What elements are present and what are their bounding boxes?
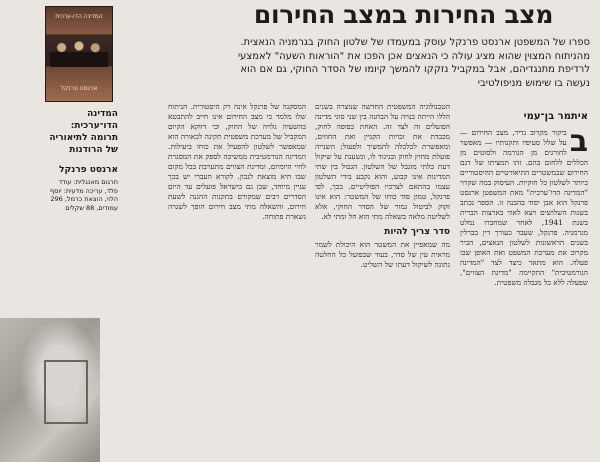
- cover-title: המדינה הדו-ערכית: [55, 13, 103, 20]
- cover-author: ארנסט פרנקל: [60, 85, 98, 92]
- column-2-tail-text: מה שמאפיין את המשטר הוא היכולת לשמר מראית עין של סדר, בעוד שבפועל כל החלטה נתונה לשיקול דעתו של השליט.: [315, 240, 450, 269]
- author-byline: איתמר בן־עמי: [523, 111, 588, 122]
- book-cover-image: [45, 6, 113, 102]
- column-2-text: הטכנולוגיה המשפטית החדשה שנוצרה בשנים הללו הייתה בנויה על הבחנה בין שני סוגי מדינה הפועלים זה לצד זה. האחת כפופה לחוק, מכבדת את זכויות הקניין ואת החוזים, ומאפשרת לכלכלה להמשיך ולפעול; השנייה פועלת מחוץ לחוק ובניגוד לו, ונשענת על שיקול דעת בלתי מוגבל של השלטון. הגבול בין שתי המדינות אינו קבוע, והוא נקבע בידי השלטון עצמו בהתאם לצרכיו הפוליטיים. בכך, לפי פרנקל, טמון סוד כוחו של המשטר: הוא אינו זקוק לביטול גמור של הסדר החוקי, אלא לשליטה מלאה בשאלה מתי הוא חל ומתי לא.: [315, 102, 450, 221]
- drop-cap: ב: [569, 124, 588, 159]
- article-column-3: [168, 102, 306, 446]
- book-author: ארנסט פרנקל: [59, 165, 118, 175]
- column-1-body: [460, 124, 588, 288]
- article-column-1: [460, 110, 588, 454]
- cover-figures-illustration: [50, 37, 108, 67]
- section-subhead: סדר צריך להיות: [384, 227, 450, 237]
- article-deck: ספרו של המשפטן ארנסט פרנקל עוסק במעמדו של שלטון החוק בגרמניה הנאצית. מהניתוח המצוין שהוא מציג עולה כי הנאצים אכן הפכו את "הוראות השעה" לאמצעי לרדיפת מתנגדיהם, אבל במקביל נזקקו להמשך קיומו של הסדר החוקי, גם אם הוא נעשה בו שימוש מניפולטיבי: [237, 37, 590, 89]
- column-3-text: המסקנה של פרנקל אינה רק היסטורית. הניתוח שלו מלמד כי מצב החירום אינו חייב להתבטא בהשעיה גלויה של החוק, וכי דווקא הקיום המקביל של מערכת משפטית תקינה לכאורה הוא שמאפשר לשלטון להפעיל את כוחו ביעילות. המדינה הנורמטיבית ממשיכה לספק את המסגרת לחיי היומיום, ומדינת הצווים מתערבת בכל מקום שבו היא מוצאת לנכון. לקורא העברי יש בכך עניין מיוחד, שכן גם בישראל פועלים עד היום הסדרים רבים שמקורם בתקנות ההגנה לשעת חירום, והשאלה מתי מצב חירום הופך לשגרה נשארת פתוחה.: [168, 102, 306, 221]
- book-publication-details: תרגום מאנגלית: עודד פלד, עריכה מדעית: יוסף הלוי, הוצאת כרמל, 296 עמודים, 88 שקלים: [50, 178, 118, 212]
- photo-frame-detail: [44, 360, 88, 424]
- article-headline: מצב החירות במצב החירום: [253, 0, 554, 29]
- column-1-text: ביקור מקרוב נדיר, מצב החירום — על שלל סעיפיו ותקנותיו — מאפשר לחורגים מן הנורמה ולסוטים מן הכללים ללחום בהם. זהו תמציתו של דגם החירום שבמשטרים התיאורטיים ההיסטוריים ביותר לשלטון כל חוקיות. העיסוק במה שקרוי "המדינה הדו־ערכית" מאת המשפטן ארנסט פרנקל הוא אבן יסוד בהבנה זו. הספר נכתב בשנות השלושים ויצא לאור בארצות הברית בשנת 1941, לאחר שמחברו נמלט מגרמניה. פרנקל, שעבד כעורך דין בברלין בשנים הראשונות לשלטון הנאצים, הכיר מקרוב את מערכת המשפט ואת האופן שבו פעלה. הוא מתאר כיצד לצד "המדינה הנורמטיבית" התקיימה "מדינת הצווים", שפעלה ללא כל מגבלה משפטית.: [460, 128, 588, 287]
- book-info-box: [44, 108, 118, 212]
- book-title: המדינה הדו־ערכית: תרומה לתיאוריה של הרודנות: [49, 109, 118, 155]
- article-column-2: [315, 102, 450, 446]
